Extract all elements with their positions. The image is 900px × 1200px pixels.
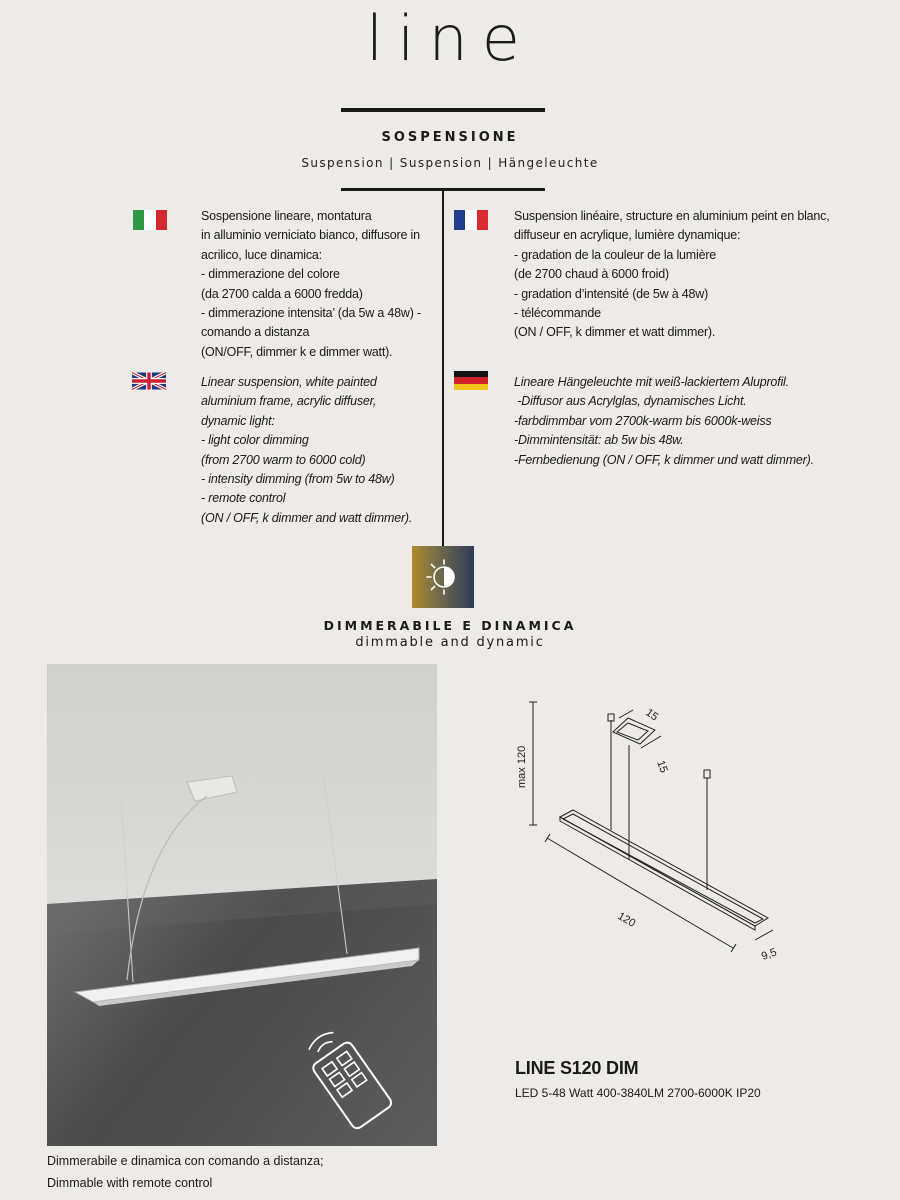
dimension-width: 9,5: [759, 946, 779, 963]
text-line: -Fernbedienung (ON / OFF, k dimmer und watt dimmer).: [514, 452, 814, 467]
text-line: (ON / OFF, k dimmer et watt dimmer).: [514, 325, 716, 340]
description-french: [514, 207, 829, 343]
germany-flag-icon: [454, 371, 488, 390]
brand-title: line: [366, 2, 534, 75]
text-line: Lineare Hängeleuchte mit weiß-lackiertem Aluprofil.: [514, 375, 789, 389]
product-name: LINE S120 DIM: [515, 1058, 639, 1078]
text-line: dynamic light:: [201, 413, 275, 428]
text-line: - dimmerazione intensita’ (da 5w a 48w) -: [201, 306, 421, 321]
text-line: - gradation d’intensité (de 5w à 48w): [514, 286, 709, 301]
caption-line: Dimmable with remote control: [47, 1176, 213, 1190]
text-line: Linear suspension, white painted: [201, 375, 377, 389]
caption-line: Dimmerabile e dinamica con comando a distanza;: [47, 1154, 324, 1168]
text-line: - light color dimming: [201, 433, 309, 448]
text-line: - gradation de la couleur de la lumière: [514, 247, 717, 262]
text-line: - remote control: [201, 491, 286, 506]
product-photo: [47, 664, 437, 1146]
text-line: -Dimmintensität: ab 5w bis 48w.: [514, 433, 684, 448]
section-title: SOSPENSIONE: [381, 130, 519, 145]
text-line: (de 2700 chaud à 6000 froid): [514, 267, 669, 282]
text-line: aluminium frame, acrylic diffuser,: [201, 394, 377, 409]
text-line: in alluminio verniciato bianco, diffusore in: [201, 228, 420, 243]
technical-drawing: [505, 690, 805, 970]
feature-subtitle: dimmable and dynamic: [355, 635, 545, 650]
text-line: (ON/OFF, dimmer k e dimmer watt).: [201, 344, 393, 359]
section-subtitle: Suspension | Suspension | Hängeleuchte: [301, 156, 599, 170]
product-spec: LED 5-48 Watt 400-3840LM 2700-6000K IP20: [515, 1086, 761, 1100]
dimension-canopy-b: 15: [654, 758, 670, 775]
dimension-canopy-a: 15: [643, 706, 661, 724]
text-line: -farbdimmbar vom 2700k-warm bis 6000k-weiss: [514, 413, 772, 428]
description-english: [201, 373, 412, 528]
dimension-length: 120: [615, 910, 638, 930]
text-line: (ON / OFF, k dimmer and watt dimmer).: [201, 510, 413, 525]
france-flag-icon: [454, 210, 488, 230]
text-line: diffuseur en acrylique, lumière dynamique:: [514, 228, 741, 243]
feature-title: DIMMERABILE E DINAMICA: [323, 618, 577, 633]
italy-flag-icon: [133, 210, 167, 230]
text-line: acrilico, luce dinamica:: [201, 247, 322, 262]
dimension-height: max 120: [516, 745, 528, 788]
text-line: comando a distanza: [201, 325, 310, 340]
text-line: - intensity dimming (from 5w to 48w): [201, 472, 395, 487]
text-line: Sospensione lineare, montatura: [201, 209, 372, 223]
uk-flag-icon: [132, 372, 166, 390]
text-line: (da 2700 calda a 6000 fredda): [201, 286, 363, 301]
text-line: (from 2700 warm to 6000 cold): [201, 452, 366, 467]
text-line: Suspension linéaire, structure en aluminium peint en blanc,: [514, 209, 830, 223]
text-line: -Diffusor aus Acrylglas, dynamisches Licht.: [514, 394, 747, 409]
dimmable-dynamic-icon: [412, 546, 474, 608]
text-line: - télécommande: [514, 306, 601, 321]
center-vertical-line: [442, 191, 444, 546]
divider-top: [341, 108, 545, 112]
text-line: - dimmerazione del colore: [201, 267, 340, 282]
description-german: [514, 373, 814, 470]
photo-caption: [47, 1150, 324, 1194]
description-italian: [201, 207, 421, 362]
